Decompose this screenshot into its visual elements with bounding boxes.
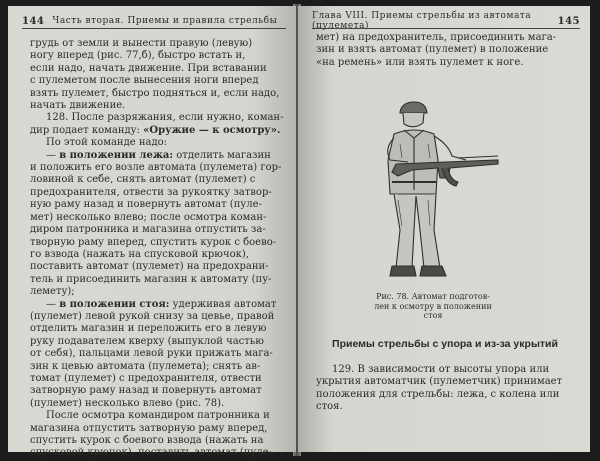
right-running-head: Глава VIII. Приемы стрельбы из автомата (пулемета) [312,11,532,31]
soldier-illustration [338,100,508,280]
caption-line: Рис. 78. Автомат подготов- [376,292,490,301]
text-line: затворную раму назад и повернуть автомат [30,385,262,397]
text-line: творную раму вперед, спустить курок с боево- [30,236,277,248]
figure-caption [358,292,508,321]
text-line: После осмотра командиром патронника и [46,410,270,422]
left-page-number: 144 [22,15,45,27]
right-page-top-text [316,32,574,69]
position-standing-label: в положении стоя: [59,298,170,310]
right-page-bottom-text [316,364,574,414]
section-heading: Приемы стрельбы с упора и из-за укрытий [332,338,558,350]
text-line: тель и присоединить магазин к автомату (пу- [30,273,272,285]
text-line: зин и взять автомат (пулемет) в положение [316,44,549,56]
text-line: магазина отпустить затворную раму вперед, [30,422,268,434]
caption-line: лен к осмотру в положении [374,301,492,311]
text-line: стоя. [316,401,343,413]
paragraph-129-start: 129. В зависимости от высоты упора или [332,364,550,375]
text-line: ногу вперед (рис. 77,б), быстро встать и, [30,50,246,62]
text-line: (пулемет) левой рукой снизу за цевье, правой [30,310,275,322]
text-line: спустить курок с боевого взвода (нажать на [30,435,264,446]
text-line: предохранителя, отвести за рукоятку затвор- [30,186,272,198]
text-line: — в положении стоя: удерживая автомат [46,298,277,310]
text-line: «на ремень» или взять пулемет к ноге. [316,56,524,68]
caption-line: стоя [423,311,443,320]
left-page [8,6,296,459]
text-line: — в положении лежа: отделить магазин [46,149,271,161]
left-running-head: Часть вторая. Приемы и правила стрельбы [52,16,278,26]
text-line: томат (пулемет) с предохранителя, отвести [30,372,262,384]
text-line: взять пулемет, быстро подняться и, если надо, [30,87,280,99]
command-text: «Оружие — к осмотру». [143,124,281,136]
text-line: укрытия автоматчик (пулеметчик) принимает [316,376,563,388]
right-page [298,6,590,452]
text-line: с пулеметом после вынесения ноги вперед [30,75,259,87]
position-lying-label: в положении лежа: [59,149,174,161]
text-line: начать движение. [30,100,126,112]
text-line: мет) несколько влево; после осмотра коман- [30,211,267,223]
text-line: ную раму назад и повернуть автомат (пуле- [30,199,262,211]
text-line: и положить его возле автомата (пулемета) гор- [30,162,282,174]
text-line: отделить магазин и переложить его в левую [30,323,267,335]
text-line: от себя), пальцами левой руки прижать мага- [30,348,273,360]
left-page-header [22,14,286,29]
text-line: зин к цевью автомата (пулемета); снять ав- [30,360,261,372]
text-line: грудь от земли и вынести правую (левую) [30,38,253,49]
text-line: лемету); [30,286,75,298]
text-line: поставить автомат (пулемет) на предохрани- [30,261,269,273]
text-line: дир подает команду: «Оружие — к осмотру». [30,124,281,136]
text-line: положения для стрельбы: лежа, с колена или [316,388,560,400]
right-page-number: 145 [557,15,580,27]
text-line: руку подавателем кверху (выпуклой частью [30,335,264,347]
soldier-with-rifle-drawing [338,100,508,280]
left-page-body [30,38,284,460]
text-line: го взвода (нажать на спусковой крючок), [30,248,249,260]
right-page-header [312,11,580,31]
text-line: если надо, начать движение. При вставании [30,62,267,74]
text-line: мет) на предохранитель, присоединить мага- [316,32,557,43]
paragraph-128-start: 128. После разряжания, если нужно, коман- [46,112,284,124]
text-line: спусковой крючок), поставить автомат (пуле- [30,447,272,459]
text-line: По этой команде надо: [46,137,168,149]
text-line: диром патронника и магазина отпустить за- [30,224,266,236]
text-line: ловиной к себе, снять автомат (пулемет) с [30,174,256,186]
text-line: (пулемет) несколько влево (рис. 78). [30,397,225,409]
